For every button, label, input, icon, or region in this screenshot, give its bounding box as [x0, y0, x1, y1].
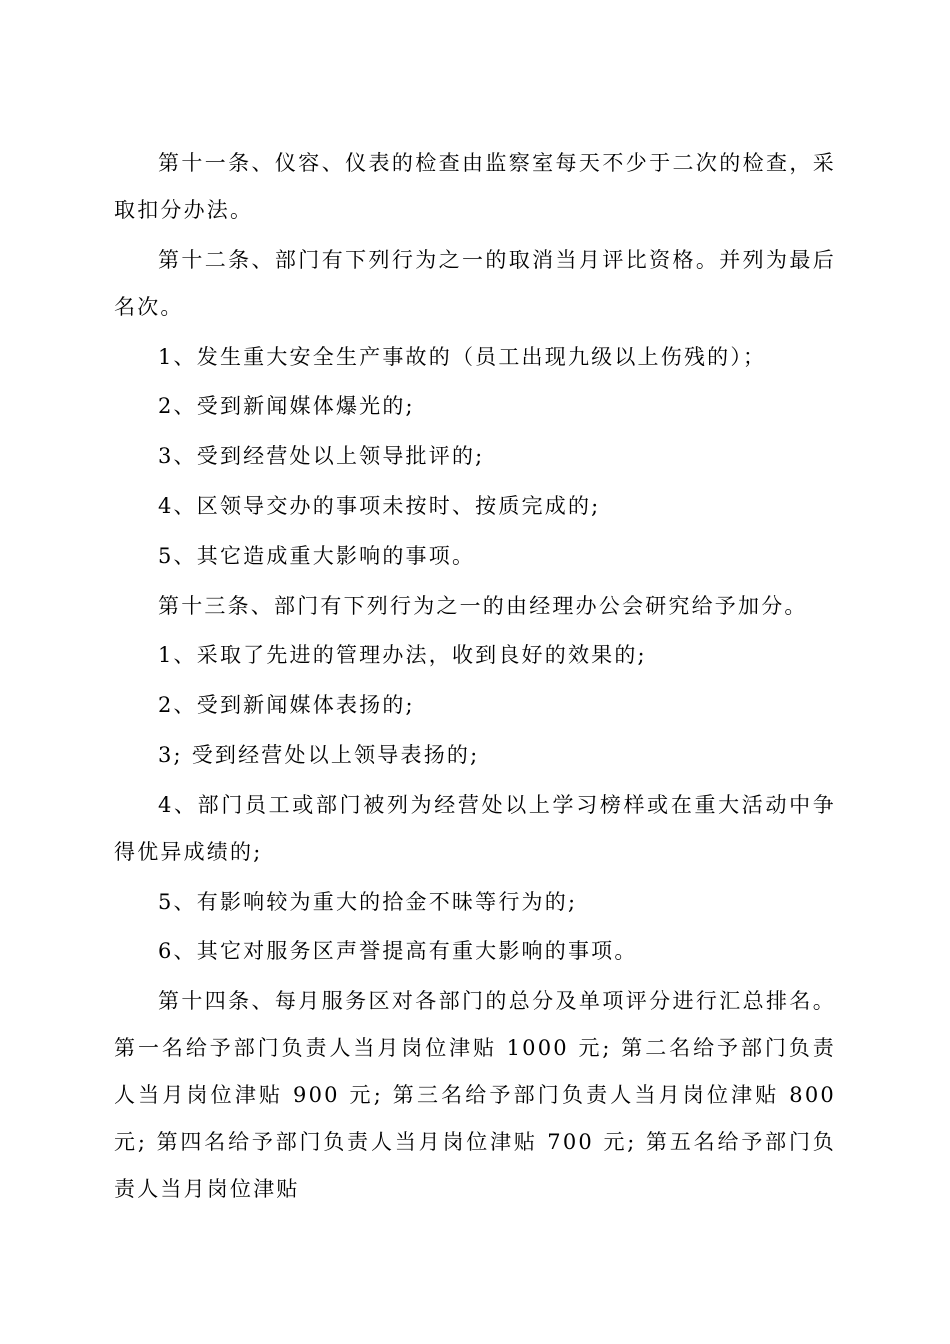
article-12: 第十二条、部门有下列行为之一的取消当月评比资格。并列为最后名次。: [114, 247, 836, 319]
article-13-item-1: 1、采取了先进的管理办法，收到良好的效果的;: [158, 643, 647, 668]
article-13-item-2: 2、受到新闻媒体表扬的;: [158, 693, 415, 718]
article-13-item-5: 5、有影响较为重大的拾金不昧等行为的;: [158, 889, 578, 914]
article-12-item-1: 1、发生重大安全生产事故的（员工出现九级以上伤残的）；: [158, 344, 767, 369]
article-13-item-3: 3; 受到经营处以上领导表扬的;: [158, 742, 480, 767]
article-12-item-5: 5、其它造成重大影响的事项。: [158, 543, 476, 568]
article-12-item-4: 4、区领导交办的事项未按时、按质完成的;: [158, 493, 601, 518]
article-14: 第十四条、每月服务区对各部门的总分及单项评分进行汇总排名。第一名给予部门负责人当月岗位津贴 1000 元; 第二名给予部门负责人当月岗位津贴 900 元; 第三名给予部门负责人当月岗位津贴 800 元; 第四名给予部门负责人当月岗位津贴 700 元; 第五名给予部门负责人当月岗位津贴: [114, 989, 836, 1202]
article-12-item-2: 2、受到新闻媒体爆光的;: [158, 394, 415, 419]
article-13-item-4: 4、部门员工或部门被列为经营处以上学习榜样或在重大活动中争得优异成绩的;: [114, 792, 836, 864]
article-11: 第十一条、仪容、仪表的检查由监察室每天不少于二次的检查，采取扣分办法。: [114, 151, 836, 222]
article-12-item-3: 3、受到经营处以上领导批评的;: [158, 444, 485, 469]
article-13: 第十三条、部门有下列行为之一的由经理办公会研究给予加分。: [158, 593, 808, 618]
document-body: [114, 140, 836, 1216]
article-13-item-6: 6、其它对服务区声誉提高有重大影响的事项。: [158, 939, 638, 964]
